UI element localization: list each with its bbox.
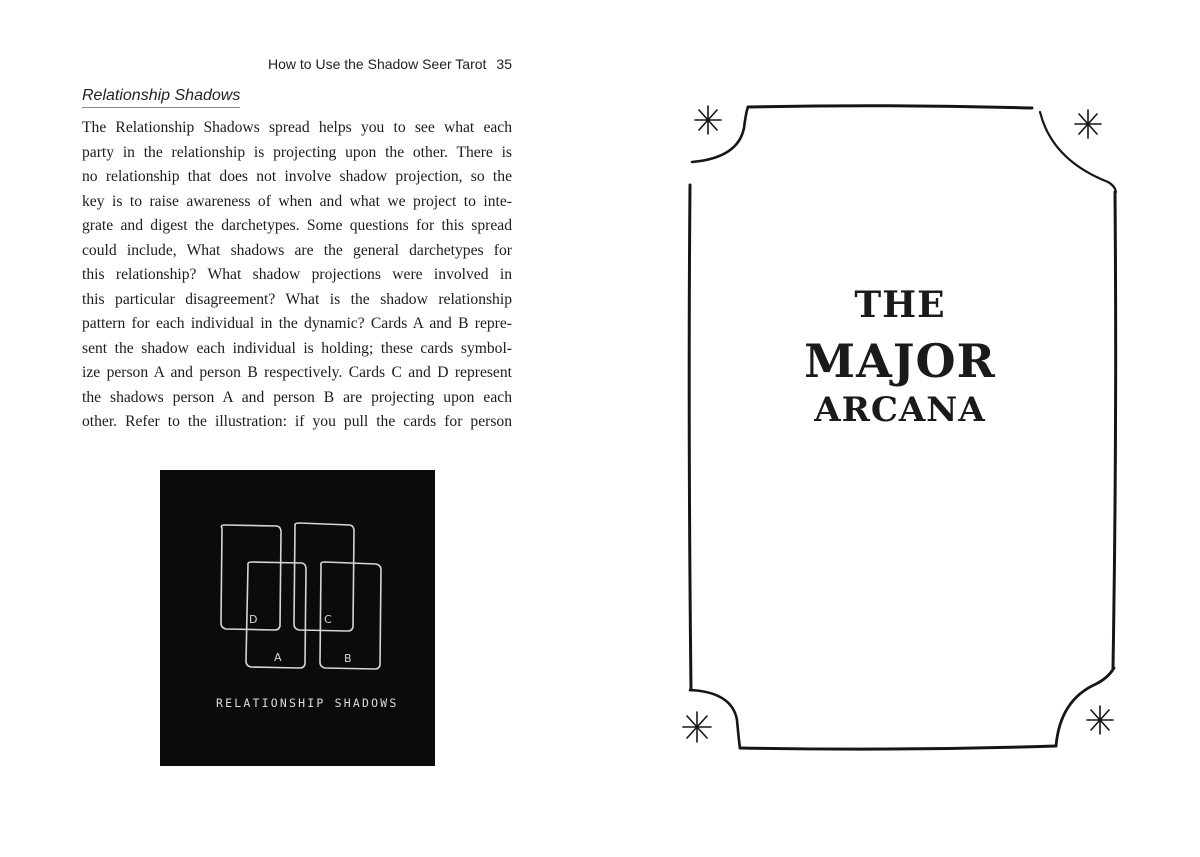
card-label-b: B <box>344 652 352 665</box>
body-line: other. Refer to the illustration: if you pull the cards for person <box>82 413 512 430</box>
body-line: the shadows person A and person B are projecting upon each <box>82 388 512 406</box>
title-arcana: ARCANA <box>814 390 986 430</box>
illustration-caption: RELATIONSHIP SHADOWS <box>216 696 399 710</box>
page-number: 35 <box>496 56 512 72</box>
star-icon <box>1087 706 1113 734</box>
spread-illustration <box>160 470 435 766</box>
body-line: The Relationship Shadows spread helps you to see what each <box>82 119 512 136</box>
running-head <box>82 56 512 72</box>
section-title: Relationship Shadows <box>82 87 240 108</box>
title-major: MAJOR <box>804 334 996 388</box>
body-line: grate and digest the darchetypes. Some questions for this spread <box>82 217 512 234</box>
title-the: THE <box>854 284 946 326</box>
body-line: key is to raise awareness of when and what we project to inte- <box>82 192 512 210</box>
right-page <box>600 0 1200 857</box>
body-line: this relationship? What shadow projections were involved in <box>82 266 512 283</box>
body-line: ize person A and person B respectively. Cards C and D represent <box>82 364 512 381</box>
body-line: party in the relationship is projecting upon the other. There is <box>82 143 512 161</box>
star-icon <box>1075 110 1101 138</box>
spread-diagram <box>160 470 435 766</box>
body-line: pattern for each individual in the dynamic? Cards A and B repre- <box>82 315 512 332</box>
star-icon <box>695 106 721 134</box>
body-line: sent the shadow each individual is holding; these cards symbol- <box>82 339 512 357</box>
card-label-a: A <box>274 651 282 664</box>
star-icon <box>683 712 711 742</box>
body-line: this particular disagreement? What is the shadow relationship <box>82 290 512 308</box>
card-label-c: C <box>324 613 332 626</box>
body-line: could include, What shadows are the general darchetypes for <box>82 241 512 259</box>
body-paragraph <box>82 116 512 435</box>
body-line: no relationship that does not involve shadow projection, so the <box>82 168 512 185</box>
card-label-d: D <box>249 613 258 626</box>
running-head-title: How to Use the Shadow Seer Tarot <box>268 56 487 72</box>
